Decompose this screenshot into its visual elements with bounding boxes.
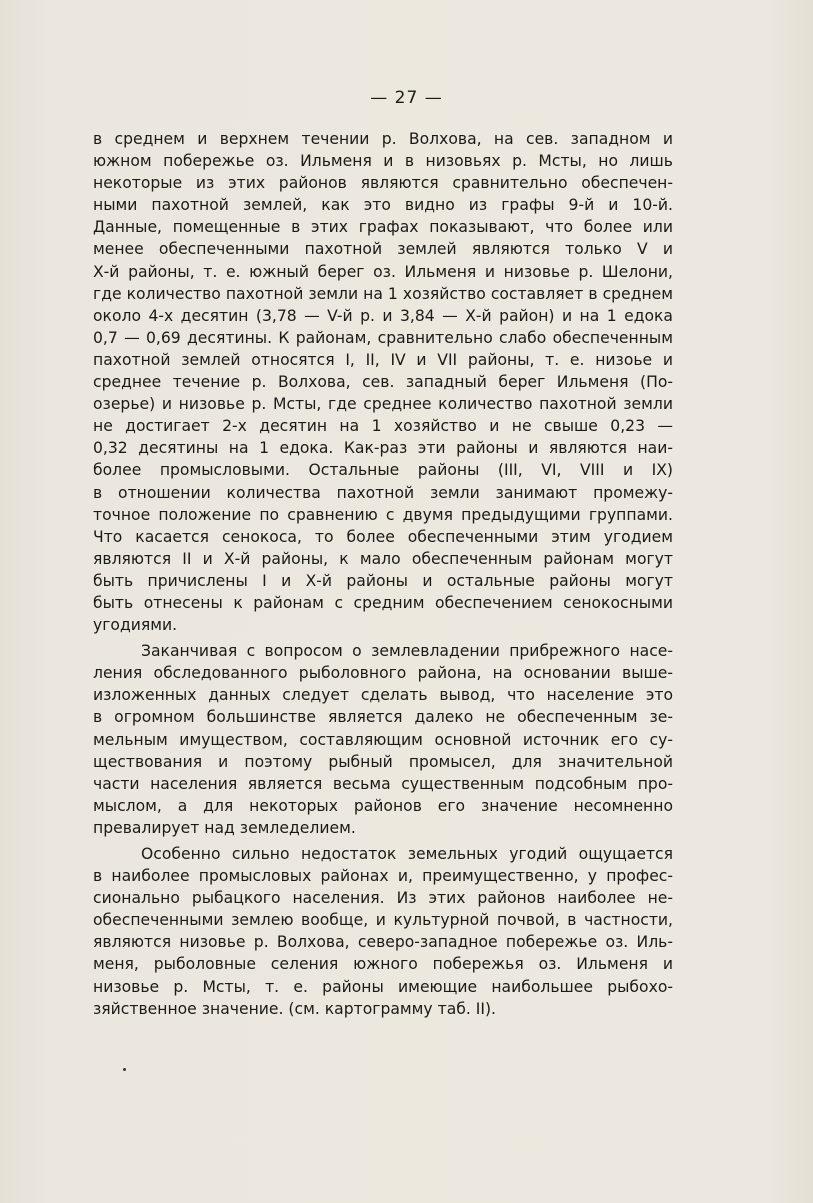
text-line: меня, рыболовные селения южного побережья оз. Ильменя и (93, 955, 673, 974)
text-line: в отношении количества пахотной земли занимают промежу- (93, 483, 673, 502)
text-line: среднее течение р. Волхова, сев. западный берег Ильменя (По- (93, 373, 673, 392)
text-line: Что касается сенокоса, то более обеспеченными этим угодием (93, 527, 673, 546)
print-speck (123, 1068, 126, 1071)
text-line: около 4-х десятин (3,78 — V-й р. и 3,84 — Х-й район) и на 1 едока (93, 306, 673, 325)
text-line: некоторые из этих районов являются сравнительно обеспечен- (93, 174, 673, 193)
text-line: точное положение по сравнению с двумя предыдущими группами. (93, 505, 673, 524)
text-line: сионально рыбацкого населения. Из этих районов наиболее не- (93, 889, 673, 908)
text-line: менее обеспеченными пахотной землей являются только V и (93, 240, 673, 259)
text-line: мельным имуществом, составляющим основной источник его су- (93, 730, 673, 749)
text-line: Х-й районы, т. е. южный берег оз. Ильменя и низовье р. Шелони, (93, 262, 673, 281)
text-line: угодиями. (93, 616, 178, 635)
text-line: быть отнесены к районам с средним обеспечением сенокосными (93, 593, 673, 612)
text-line: изложенных данных следует сделать вывод, что население это (93, 686, 673, 705)
paragraph-1 (93, 128, 673, 636)
text-line: пахотной землей относятся I, II, IV и VII районы, т. е. низоье и (93, 350, 673, 369)
text-line: Особенно сильно недостаток земельных угодий ощущается (141, 845, 673, 863)
text-line: мыслом, а для некоторых районов его значение несомненно (93, 796, 673, 815)
body-text (93, 128, 673, 1020)
text-line: низовье р. Мсты, т. е. районы имеющие наибольшее рыбохо- (93, 977, 673, 996)
page-number: — 27 — (370, 88, 443, 108)
text-line: являются низовье р. Волхова, северо-западное побережье оз. Иль- (93, 933, 673, 952)
text-line: Заканчивая с вопросом о землевладении прибрежного насе- (141, 642, 673, 661)
text-line: в огромном большинстве является далеко не обеспеченным зе- (93, 708, 673, 727)
text-line: в среднем и верхнем течении р. Волхова, на сев. западном и (93, 130, 673, 148)
text-line: более промысловыми. Остальные районы (III, VI, VIII и IX) (93, 461, 673, 480)
text-line: ления обследованного рыболовного района, на основании выше- (93, 664, 673, 683)
text-line: Данные, помещенные в этих графах показывают, что более или (93, 218, 673, 237)
text-line: ществования и поэтому рыбный промысел, для значительной (93, 752, 673, 771)
text-line: превалирует над земледелием. (93, 818, 356, 837)
text-line: являются II и Х-й районы, к мало обеспеченным районам могут (93, 549, 673, 568)
text-line: не достигает 2-х десятин на 1 хозяйство и не свыше 0,23 — (93, 417, 673, 436)
text-line: ными пахотной землей, как это видно из графы 9-й и 10-й. (93, 196, 673, 215)
text-line: озерье) и низовье р. Мсты, где среднее количество пахотной земли (93, 395, 673, 414)
text-line: части населения является весьма существенным подсобным про- (93, 774, 673, 793)
text-line: 0,32 десятины на 1 едока. Как-раз эти районы и являются наи- (93, 439, 673, 458)
text-line: обеспеченными землею вообще, и культурной почвой, в частности, (93, 911, 673, 930)
text-line: где количество пахотной земли на 1 хозяйство составляет в среднем (93, 284, 673, 303)
text-line: быть причислены I и Х-й районы и остальные районы могут (93, 571, 673, 590)
paragraph-3 (93, 843, 673, 1020)
paragraph-2 (93, 640, 673, 839)
text-line: зяйственное значение. (см. картограмму таб. II). (93, 999, 497, 1018)
text-line: южном побережье оз. Ильменя и в низовьях р. Мсты, но лишь (93, 152, 673, 171)
text-line: 0,7 — 0,69 десятины. К районам, сравнительно слабо обеспеченным (93, 328, 673, 347)
text-line: в наиболее промысловых районах и, преимущественно, у профес- (93, 867, 673, 886)
